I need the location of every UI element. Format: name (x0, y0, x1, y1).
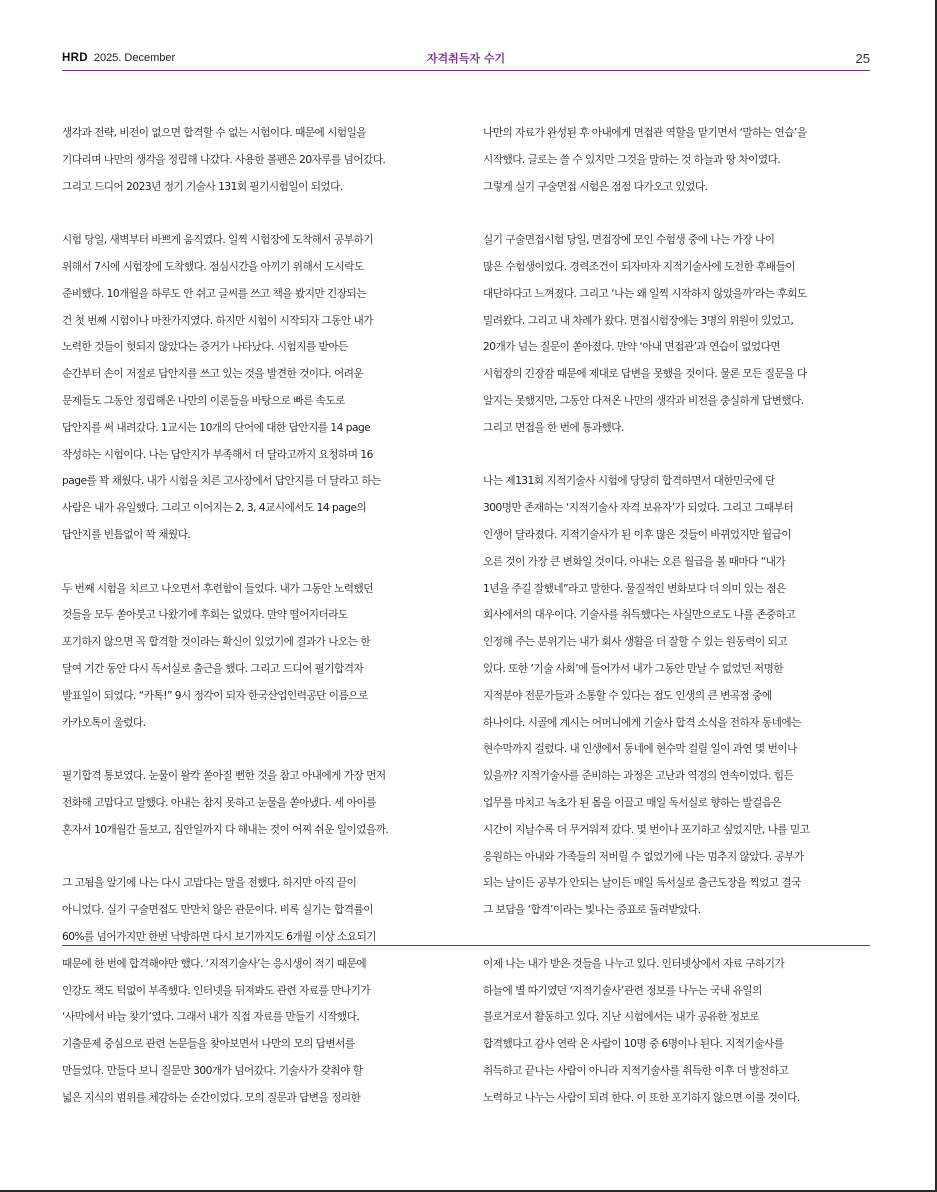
page-number: 25 (855, 50, 870, 66)
paragraph (483, 951, 875, 1112)
text-line: 그 보답을 ‘합격’이라는 빛나는 증표로 돌려받았다. (483, 904, 701, 917)
text-line: 발표일이 되었다. “카톡!” 9시 정각이 되자 한국산업인력공단 이름으로 (62, 689, 368, 702)
text-line: 1년을 주길 잘했네”라고 말한다. 물질적인 변화보다 더 의미 있는 점은 (483, 582, 786, 595)
page-header (62, 48, 870, 68)
text-line: 준비했다. 10개월을 하루도 안 쉬고 글씨를 쓰고 책을 봤지만 긴장되는 (62, 287, 366, 300)
text-line: 현수막까지 걸렸다. 내 인생에서 동네에 현수막 걸릴 일이 과연 몇 번이나 (483, 743, 797, 756)
text-line: 대단하다고 느껴졌다. 그리고 ‘나는 왜 일찍 시작하지 않았을까’라는 후회도 (483, 287, 807, 300)
text-line: 기출문제 중심으로 관련 논문들을 찾아보면서 나만의 모의 답변서를 (62, 1038, 355, 1051)
text-line: 그렇게 실기 구술면접 시험은 점점 다가오고 있었다. (483, 180, 708, 193)
text-line: 순간부터 손이 저절로 답안지를 쓰고 있는 것을 발견한 것이다. 어려운 (62, 368, 364, 381)
text-line: 만들었다. 만들다 보니 질문만 300개가 넘어갔다. 기술사가 갖춰야 할 (62, 1064, 363, 1077)
text-line: 카카오톡이 울렸다. (62, 716, 146, 729)
paragraph (62, 120, 454, 200)
text-line: 시작했다. 글로는 쓸 수 있지만 그것을 말하는 것 하늘과 땅 차이였다. (483, 153, 781, 166)
text-line: 합격했다고 감사 연락 온 사람이 10명 중 6명이나 된다. 지적기술사를 (483, 1038, 784, 1051)
text-line: 하나이다. 시골에 계시는 어머니에게 기술사 합격 소식을 전하자 동네에는 (483, 716, 801, 729)
paragraph-gap (62, 200, 454, 227)
paragraph-gap (62, 844, 454, 871)
paragraph (483, 120, 875, 200)
text-line: 필기합격 통보였다. 눈물이 왈칵 쏟아질 뻔한 것을 참고 아내에게 가장 먼저 (62, 770, 386, 783)
text-line: 문제들도 그동안 정립해온 나만의 이론들을 바탕으로 빠른 속도로 (62, 394, 345, 407)
text-line: 시험장의 긴장감 때문에 제대로 답변을 못했을 것이다. 물론 모든 질문을 다 (483, 368, 807, 381)
paragraph-gap (62, 549, 454, 576)
text-line: 때문에 한 번에 합격해야만 했다. ‘지적기술사’는 응시생이 적기 때문에 (62, 957, 367, 970)
text-line: 노력한 것들이 헛되지 않았다는 증거가 나타났다. 시험지를 받아든 (62, 341, 348, 354)
text-line: 두 번째 시험을 치르고 나오면서 후련함이 들었다. 내가 그동안 노력했던 (62, 582, 373, 595)
text-line: 밀려왔다. 그리고 내 차례가 왔다. 면접시험장에는 3명의 위원이 있었고, (483, 314, 794, 327)
brand (62, 52, 262, 64)
paragraph (483, 468, 875, 924)
paragraph (62, 763, 454, 843)
text-line: 실기 구술면접시험 당일, 면접장에 모인 수험생 중에 나는 가장 나이 (483, 234, 775, 247)
text-line: 작성하는 시험이다. 나는 답안지가 부족해서 더 달라고까지 요청하며 16 (62, 448, 373, 461)
left-column (62, 120, 454, 1111)
section-title: 자격취득자 수기 (426, 52, 506, 65)
paragraph (62, 576, 454, 737)
text-line: 혼자서 10개월간 돌보고, 집안일까지 다 해내는 것이 어찌 쉬운 일이었을까. (62, 823, 389, 836)
paragraph (62, 870, 454, 1111)
text-line: 시험 당일, 새벽부터 바쁘게 움직였다. 일찍 시험장에 도착해서 공부하기 (62, 234, 373, 247)
text-line: 노력하고 나누는 사람이 되려 한다. 이 또한 포기하지 않으면 이룰 것이다. (483, 1091, 800, 1104)
hrd-logo: HRD (62, 52, 88, 64)
text-line: 그리고 면접을 한 번에 통과했다. (483, 421, 624, 434)
text-line: 아니었다. 실기 구술면접도 만만치 않은 관문이다. 비록 실기는 합격률이 (62, 904, 373, 917)
text-line: 것들을 모두 쏟아붓고 나왔기에 후회는 없었다. 만약 떨어지더라도 (62, 609, 348, 622)
header-divider (62, 70, 870, 71)
text-line: 많은 수험생이었다. 경력조건이 되자마자 지적기술사에 도전한 후배들이 (483, 260, 796, 273)
text-line: 오른 것이 가장 큰 변화일 것이다. 아내는 오른 월급을 볼 때마다 “내가 (483, 555, 786, 568)
text-line: 되는 날이든 공부가 안되는 날이든 매일 독서실로 출근도장을 찍었고 결국 (483, 877, 801, 890)
text-line: 그리고 드디어 2023년 정기 기술사 131회 필기시험일이 되었다. (62, 180, 343, 193)
text-line: 생각과 전략, 비전이 없으면 합격할 수 없는 시험이다. 때문에 시험일을 (62, 127, 367, 139)
text-line: 위해서 7시에 시험장에 도착했다. 점심시간을 아끼기 위해서 도시락도 (62, 260, 364, 273)
text-line: 있을까? 지적기술사를 준비하는 과정은 고난과 역경의 연속이었다. 힘든 (483, 770, 794, 783)
footer-divider (62, 945, 870, 946)
text-line: page를 꽉 채웠다. 내가 시험을 치른 고사장에서 답안지를 더 달라고 하는 (62, 475, 381, 488)
text-line: 시간이 지날수록 더 무거워져 갔다. 몇 번이나 포기하고 싶었지만, 나를 믿고 (483, 823, 810, 836)
text-line: 사람은 내가 유일했다. 그리고 이어지는 2, 3, 4교시에서도 14 page의 (62, 502, 367, 515)
text-line: 300명만 존재하는 ‘지적기술사 자격 보유자’가 되었다. 그리고 그때부터 (483, 502, 794, 515)
text-line: 넓은 지식의 범위를 체감하는 순간이었다. 모의 질문과 답변을 정리한 (62, 1091, 361, 1104)
text-line: ‘사막에서 바늘 찾기’였다. 그래서 내가 직접 자료를 만들기 시작했다. (62, 1011, 360, 1024)
paragraph-gap (483, 442, 875, 469)
text-line: 회사에서의 대우이다. 기술사를 취득했다는 사실만으로도 나를 존중하고 (483, 609, 796, 622)
text-line: 건 첫 번째 시험이나 마찬가지였다. 하지만 시험이 시작되자 그동안 내가 (62, 314, 373, 327)
text-line: 인강도 책도 턱없이 부족했다. 인터넷을 뒤져봐도 관련 자료를 만나기가 (62, 984, 371, 997)
text-line: 블로거로서 활동하고 있다. 지난 시험에서는 내가 공유한 정보로 (483, 1011, 760, 1024)
text-line: 응원하는 아내와 가족들의 저버릴 수 없었기에 나는 멈추지 않았다. 공부가 (483, 850, 804, 863)
paragraph-gap (483, 924, 875, 951)
text-line: 지적분야 전문가들과 소통할 수 있다는 점도 인생의 큰 변곡점 중에 (483, 689, 772, 702)
text-line: 20개가 넘는 질문이 쏟아졌다. 만약 ‘아내 면접관’과 연습이 없었다면 (483, 341, 781, 354)
text-line: 이제 나는 내가 받은 것들을 나누고 있다. 인터넷상에서 자료 구하기가 (483, 957, 785, 970)
text-line: 답안지를 써 내려갔다. 1교시는 10개의 단어에 대한 답안지를 14 page (62, 421, 371, 434)
text-line: 전화해 고맙다고 말했다. 아내는 참지 못하고 눈물을 쏟아냈다. 세 아이를 (62, 796, 376, 809)
text-line: 취득하고 끝나는 사람이 아니라 지적기술사를 취득한 이후 더 발전하고 (483, 1064, 789, 1077)
issue-date: 2025. December (93, 52, 176, 64)
text-line: 그 고됨을 알기에 나는 다시 고맙다는 말을 전했다. 하지만 아직 끝이 (62, 877, 357, 890)
right-column (483, 120, 875, 1111)
text-line: 나는 제131회 지적기술사 시험에 당당히 합격하면서 대한민국에 단 (483, 475, 775, 488)
text-line: 나만의 자료가 완성된 후 아내에게 면접관 역할을 맡기면서 ‘말하는 연습’을 (483, 127, 807, 139)
text-line: 업무를 마치고 녹초가 된 몸을 이끌고 매일 독서실로 향하는 발걸음은 (483, 796, 782, 809)
text-line: 기다리며 나만의 생각을 정립해 나갔다. 사용한 볼펜은 20자루를 넘어갔다. (62, 153, 386, 166)
text-line: 있다. 또한 ‘기술 사회’에 들어가서 내가 그동안 만날 수 없었던 저명한 (483, 662, 784, 675)
text-line: 인정해 주는 분위기는 내가 회사 생활을 더 잘할 수 있는 원동력이 되고 (483, 636, 788, 649)
paragraph (62, 227, 454, 549)
text-line: 포기하지 않으면 꼭 합격할 것이라는 확신이 있었기에 결과가 나오는 한 (62, 636, 371, 649)
text-line: 알지는 못했지만, 그동안 다져온 나만의 생각과 비전을 충실하게 답변했다. (483, 394, 804, 407)
text-line: 60%를 넘어가지만 한번 낙방하면 다시 보기까지도 6개월 이상 소요되기 (62, 930, 377, 943)
text-line: 달여 기간 동안 다시 독서실로 출근을 했다. 그리고 드디어 필기합격자 (62, 662, 364, 675)
text-line: 인생이 달라졌다. 지적기술사가 된 이후 많은 것들이 바뀌었지만 월급이 (483, 528, 792, 541)
paragraph (483, 227, 875, 441)
text-line: 답안지를 빈틈없이 꽉 채웠다. (62, 528, 191, 541)
paragraph-gap (483, 200, 875, 227)
paragraph-gap (62, 736, 454, 763)
text-line: 하늘에 별 따기였던 ‘지적기술사’관련 정보를 나누는 국내 유일의 (483, 984, 762, 997)
